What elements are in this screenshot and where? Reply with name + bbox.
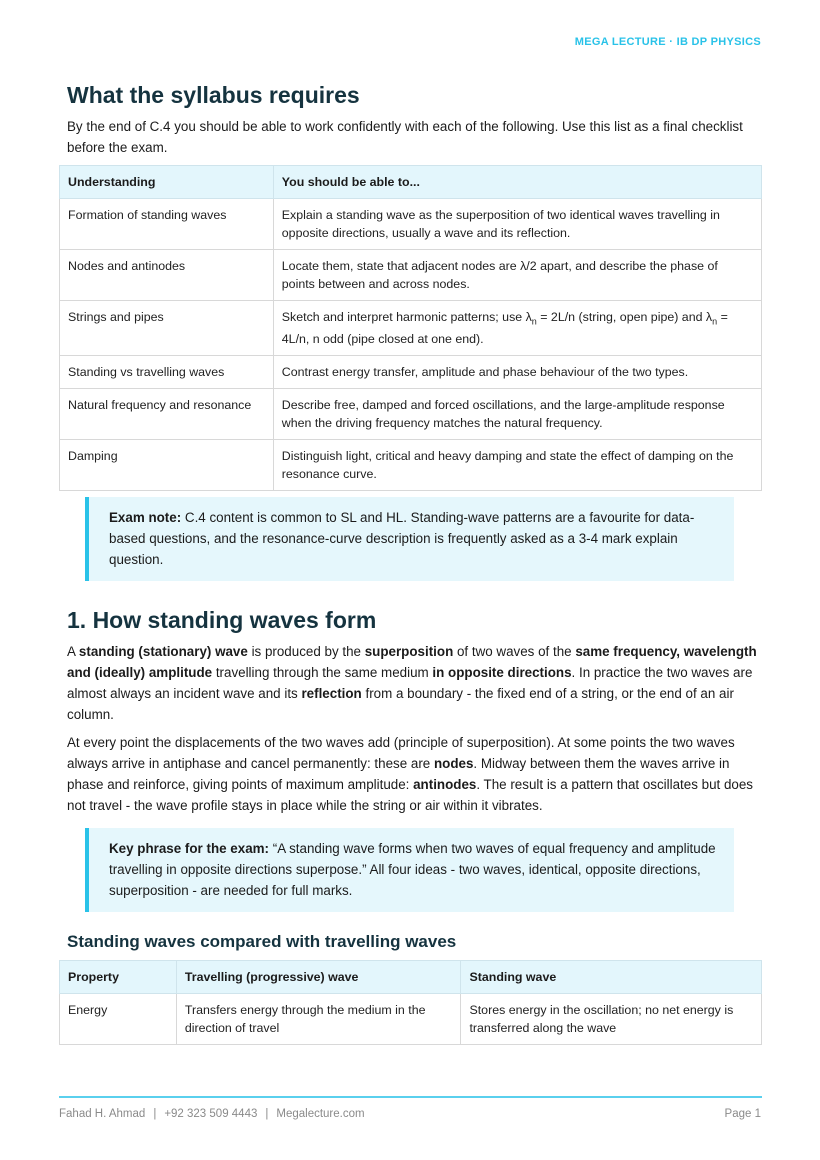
footer-separator: | <box>153 1108 157 1120</box>
exam-note-label: Exam note: <box>109 510 182 526</box>
table-row <box>60 440 762 491</box>
text-run: of two waves of the <box>453 644 576 660</box>
description-cell: Describe free, damped and forced oscillations, and the large-amplitude response when the driving frequency matches the natural frequency. <box>273 389 761 440</box>
standing-cell: Stores energy in the oscillation; no net energy is transferred along the wave <box>461 994 762 1045</box>
desc-part: = 2L/n (string, open pipe) and λ <box>536 310 713 324</box>
travelling-cell: Transfers energy through the medium in the direction of travel <box>176 994 461 1045</box>
topic-cell: Damping <box>60 440 274 491</box>
bold-run: reflection <box>301 686 362 702</box>
syllabus-heading: What the syllabus requires <box>67 82 360 108</box>
column-header-property: Property <box>60 961 177 994</box>
table-row <box>60 301 762 356</box>
comparison-heading: Standing waves compared with travelling waves <box>67 932 457 952</box>
text-run: . The result is a pattern that oscillates but does not travel - the wave profile stays in place while the string or air within it vibrates. <box>67 777 754 814</box>
bold-run: superposition <box>364 644 454 660</box>
description-cell: Contrast energy transfer, amplitude and phase behaviour of the two types. <box>273 356 761 389</box>
footer-phone: +92 323 509 4443 <box>164 1108 258 1120</box>
text-run: A <box>67 644 79 660</box>
column-header-able: You should be able to... <box>273 166 761 199</box>
bold-run: in opposite directions <box>432 665 572 681</box>
key-phrase-text: “A standing wave forms when two waves of equal frequency and amplitude travelling in opposite directions superpose.” All four ideas - two waves, identical, opposite directions, superposition - are needed for full marks. <box>109 841 716 899</box>
table-row <box>60 199 762 250</box>
page-header: MEGA LECTURE · IB DP PHYSICS <box>574 36 761 48</box>
text-run: . In practice the two waves are almost always an incident wave and its <box>67 665 753 702</box>
column-header-understanding: Understanding <box>60 166 274 199</box>
syllabus-intro: By the end of C.4 you should be able to work confidently with each of the following. Use this list as a final checklist before the exam. <box>67 119 743 155</box>
key-phrase-label: Key phrase for the exam: <box>109 841 270 857</box>
page-content <box>59 78 762 1045</box>
section-1-paragraph-2 <box>67 732 762 816</box>
bold-run: standing (stationary) wave <box>78 644 248 660</box>
text-run: is produced by the <box>247 644 365 660</box>
text-run: travelling through the same medium <box>212 665 433 681</box>
desc-part: = 4L/n, n odd (pipe closed at one end). <box>281 310 728 347</box>
table-header-row <box>60 961 762 994</box>
desc-part: Sketch and interpret harmonic patterns; use λ <box>281 310 532 324</box>
table-header-row <box>60 166 762 199</box>
table-row <box>60 356 762 389</box>
section-1-heading: 1. How standing waves form <box>67 607 377 634</box>
description-cell: Distinguish light, critical and heavy damping and state the effect of damping on the resonance curve. <box>273 440 761 491</box>
key-phrase-callout <box>85 828 734 912</box>
footer-separator: | <box>265 1108 269 1120</box>
bold-run: same frequency, wavelength and (ideally) amplitude <box>67 644 757 681</box>
footer-author: Fahad H. Ahmad <box>59 1108 146 1120</box>
section-1-paragraph-1 <box>67 641 762 725</box>
description-cell: Locate them, state that adjacent nodes are λ/2 apart, and describe the phase of points between and across nodes. <box>273 250 761 301</box>
table-row <box>60 389 762 440</box>
topic-cell: Formation of standing waves <box>60 199 274 250</box>
footer-divider <box>59 1096 762 1098</box>
syllabus-table <box>59 165 762 491</box>
topic-cell: Standing vs travelling waves <box>60 356 274 389</box>
text-run: from a boundary - the fixed end of a string, or the end of an air column. <box>67 686 734 723</box>
exam-note-text: C.4 content is common to SL and HL. Standing-wave patterns are a favourite for data-based questions, and the resonance-curve description is frequently asked as a 3-4 mark explain question. <box>109 510 695 568</box>
table-row <box>60 994 762 1045</box>
bold-run: nodes <box>433 756 474 772</box>
footer-contact <box>59 1108 365 1120</box>
subscript-n: n <box>531 316 537 327</box>
topic-cell: Nodes and antinodes <box>60 250 274 301</box>
bold-run: antinodes <box>413 777 477 793</box>
subscript-n: n <box>712 316 718 327</box>
topic-cell: Natural frequency and resonance <box>60 389 274 440</box>
topic-cell: Strings and pipes <box>60 301 274 356</box>
column-header-travelling: Travelling (progressive) wave <box>176 961 461 994</box>
comparison-table <box>59 960 762 1045</box>
table-row <box>60 250 762 301</box>
column-header-standing: Standing wave <box>461 961 762 994</box>
property-cell: Energy <box>60 994 177 1045</box>
text-run: . Midway between them the waves arrive in phase and reinforce, giving points of maximum amplitude: <box>67 756 730 793</box>
description-cell <box>273 301 761 356</box>
footer-page-number: Page 1 <box>724 1108 761 1120</box>
text-run: At every point the displacements of the two waves add (principle of superposition). At some points the two waves always arrive in antiphase and cancel permanently: these are <box>67 735 735 772</box>
exam-note-callout <box>85 497 734 581</box>
description-cell: Explain a standing wave as the superposition of two identical waves travelling in opposite directions, usually a wave and its reflection. <box>273 199 761 250</box>
footer-website: Megalecture.com <box>276 1108 365 1120</box>
